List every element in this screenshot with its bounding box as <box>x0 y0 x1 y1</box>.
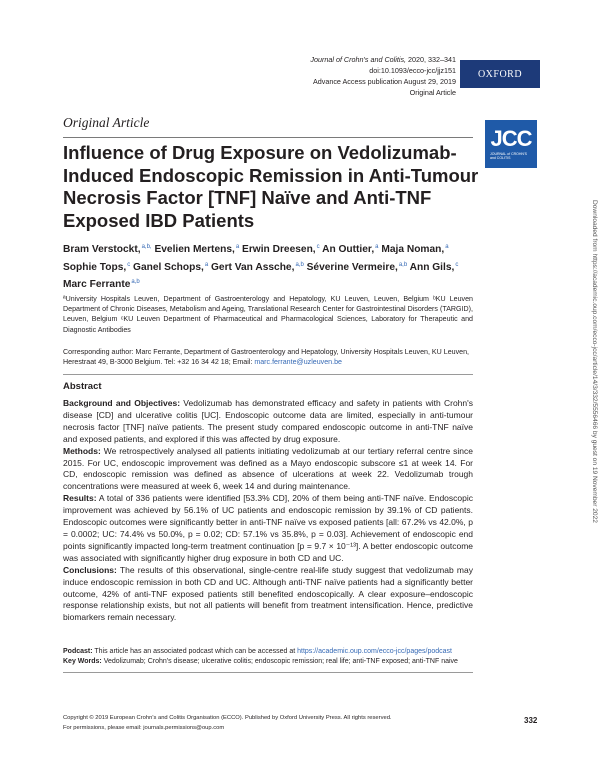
keywords-label: Key Words: <box>63 658 102 665</box>
permissions: For permissions, please email: journals.permissions@oup.com <box>63 724 225 731</box>
author-affiliation-mark: a,b, <box>141 244 152 250</box>
author <box>63 244 152 255</box>
divider <box>63 137 473 138</box>
corresponding-email-link[interactable]: marc.ferrante@uzleuven.be <box>254 358 342 367</box>
author-affiliation-mark: a,b <box>131 279 140 285</box>
download-note: Downloaded from https://academic.oup.com/ecco-jcc/article/14/3/332/5556466 by guest on 19 November 2022 <box>591 200 598 523</box>
author-name: Marc Ferrante <box>63 279 131 290</box>
podcast-text: This article has an associated podcast which can be accessed at <box>92 648 298 655</box>
author-affiliation-mark: a <box>204 261 209 268</box>
author <box>63 279 140 290</box>
author-affiliation-mark: a <box>445 244 449 250</box>
abstract-heading: Abstract <box>63 381 102 392</box>
jcc-logo-subtitle: JOURNAL of CROHN'S and COLITIS <box>490 152 527 160</box>
page-number: 332 <box>524 716 538 725</box>
author-affiliation-mark: a,b <box>295 261 304 268</box>
podcast-keywords <box>63 647 473 667</box>
divider <box>63 374 473 375</box>
article-title: Influence of Drug Exposure on Vedolizumab-Induced Endoscopic Remission in Anti-Tumour Necrosis Factor [TNF] Naïve and Anti-TNF Exposed IBD Patients <box>63 142 479 231</box>
article-label: Original Article <box>409 88 456 97</box>
author-affiliation-mark: a <box>375 244 379 250</box>
abstract-methods <box>63 446 473 494</box>
corresponding-text: Corresponding author: Marc Ferrante, Department of Gastroenterology and Hepatology, University Hospitals Leuven, KU Leuven, Herestraat 49, B-3000 Belgium. Tel: +32 16 34 42 18; Email: <box>63 348 469 367</box>
author-affiliation-mark: a,b <box>398 261 408 268</box>
journal-volume: 2020, 332–341 <box>406 55 456 64</box>
abstract-conclusions-text: The results of this observational, single-centre real-life study suggest that vedolizumab may induce endoscopic remission in both CD and UC. Although anti-TNF naïve patients had a significantly better outcome, 42% of anti-TNF exposed patients still benefited endoscopically. A clear exposure–endoscopic response relationship exists, but not all patients will benefit from treatment intensification. Hence, predictive biomarkers remain necessary. <box>63 564 473 623</box>
abstract-results <box>63 493 473 564</box>
author <box>410 262 459 273</box>
affiliations: ªUniversity Hospitals Leuven, Department of Gastroenterology and Hepatology, KU Leuven, Leuven, Belgium ᵇKU Leuven Department of Chronic Diseases, Metabolism and Ageing, Translational Research Center for Gastrointestinal Disorders (TARGID), Leuven, Belgium ᶜKU Leuven Department of Pharmaceutical and Pharmacological Sciences, Laboratory for Therapeutic and Diagnostic Antibodies <box>63 295 473 334</box>
author <box>154 244 239 255</box>
abstract-background-label: Background and Objectives: <box>63 398 181 408</box>
keywords-line <box>63 657 473 667</box>
copyright: Copyright © 2019 European Crohn's and Colitis Organisation (ECCO). Published by Oxford University Press. All rights reserved. <box>63 715 392 721</box>
divider <box>63 672 473 673</box>
author <box>381 244 448 255</box>
abstract-body <box>63 398 473 624</box>
author-name: Sophie Tops, <box>63 261 127 273</box>
doi: doi:10.1093/ecco-jcc/jjz151 <box>369 66 456 75</box>
author <box>242 244 320 255</box>
jcc-logo-text: JCC <box>490 126 532 151</box>
podcast-link[interactable]: https://academic.oup.com/ecco-jcc/pages/podcast <box>297 648 452 655</box>
author <box>133 262 208 273</box>
abstract-methods-label: Methods: <box>63 445 101 456</box>
oxford-logo <box>460 60 540 88</box>
abstract-results-text: A total of 336 patients were identified [53.3% CD], 20% of them being anti-TNF naïve. Endoscopic improvement was achieved by 56.1% of UC patients and endoscopic remission by 39.1% of CD patients. Endoscopic outcomes were significantly better in anti-TNF naïve vs exposed patients [all: 67.2% vs 42.0%, p = 0.0002; UC: 74.4% vs 50.0%, p = 0.02; CD: 57.1% vs 35.8%, p = 0.03]. Achievement of endoscopic end points significantly impacted long-term treatment continuation [p = 9.7 × 10⁻¹³]. A better endoscopic outcome was associated with significantly higher drug exposure in both CD and UC. <box>63 493 473 563</box>
abstract-conclusions-label: Conclusions: <box>63 564 117 575</box>
author-name: Ganel Schops, <box>133 261 204 273</box>
author-affiliation-mark: c <box>316 244 320 250</box>
access-date: Advance Access publication August 29, 2019 <box>312 77 456 86</box>
author <box>211 262 304 273</box>
author-name: Ann Gils, <box>409 261 455 273</box>
footer <box>63 714 463 733</box>
podcast-label: Podcast: <box>63 648 93 655</box>
podcast-line <box>63 647 473 657</box>
author-name: Maja Noman, <box>381 244 445 255</box>
author-name: Bram Verstockt, <box>63 244 141 255</box>
abstract-conclusions <box>63 565 473 625</box>
author-name: Gert Van Assche, <box>211 261 295 273</box>
journal-meta <box>156 54 456 98</box>
author-name: Evelien Mertens, <box>154 244 235 255</box>
author-list <box>63 240 463 293</box>
author <box>322 244 378 255</box>
corresponding-author <box>63 347 473 367</box>
oxford-logo-text: OXFORD <box>477 68 523 80</box>
author-name: Séverine Vermeire, <box>306 261 398 273</box>
author-name: Erwin Dreesen, <box>242 244 316 255</box>
journal-name: Journal of Crohn's and Colitis, <box>310 55 407 64</box>
abstract-background-text: Vedolizumab has demonstrated efficacy and safety in patients with Crohn's disease [CD] and ulcerative colitis [UC]. Endoscopic outcome data are limited, especially in anti-tumour necrosis factor [TNF] naïve patients. The present study compared endoscopic outcome in anti-TNF naïve and exposed patients, and explored if this was affected by drug exposure. <box>63 398 474 444</box>
abstract-methods-text: We retrospectively analysed all patients initiating vedolizumab at our tertiary referral centre since 2015. For UC, endoscopic improvement was defined as a Mayo endoscopic subscore ≤1 at week 14. For CD, endoscopic remission was defined as absence of ulcerations at week 22. Vedolizumab trough concentrations were measured at week 6, week 14 and during maintenance. <box>63 445 473 492</box>
abstract-background <box>63 398 473 446</box>
author <box>63 262 130 273</box>
jcc-logo <box>485 120 537 168</box>
author <box>307 262 408 273</box>
abstract-results-label: Results: <box>63 493 97 504</box>
article-type: Original Article <box>63 115 150 130</box>
author-affiliation-mark: a <box>235 244 240 250</box>
author-affiliation-mark: c <box>127 261 131 268</box>
author-affiliation-mark: c <box>455 261 459 268</box>
keywords-text: Vedolizumab; Crohn's disease; ulcerative colitis; endoscopic remission; real life; anti-TNF exposed; anti-TNF naive <box>101 658 458 665</box>
author-name: An Outtier, <box>322 244 375 255</box>
